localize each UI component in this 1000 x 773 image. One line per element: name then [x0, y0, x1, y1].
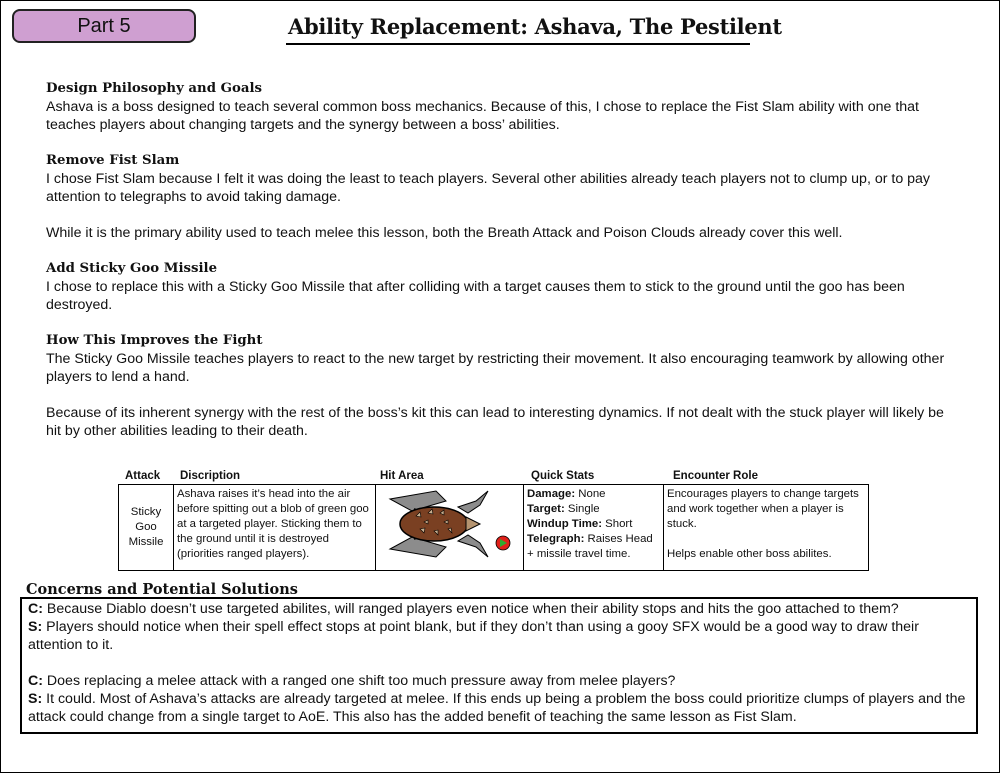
stat-telegraph: Telegraph: Raises Head + missile travel time. — [527, 533, 653, 560]
stat-target: Target: Single — [527, 503, 600, 515]
role-line: Encourages players to change targets and work together when a player is stuck. — [667, 488, 859, 530]
boss-horn — [458, 535, 488, 557]
part-label: Part 5 — [77, 14, 131, 37]
attack-description: Ashava raises it’s head into the air before spitting out a blob of green goo at a targeted player. Sticking them to the ground until it is destroyed (priorities ranged players). — [177, 488, 369, 560]
boss-horn — [458, 491, 488, 513]
table-header-quick-stats: Quick Stats — [531, 470, 595, 482]
section-heading: Add Sticky Goo Missile — [46, 261, 218, 276]
section-heading: Remove Fist Slam — [46, 153, 180, 168]
table-row — [119, 485, 869, 571]
solution-item: S: Players should notice when their spell effect stops at point blank, but if they don’t than using a gooy SFX would be a good way to draw their attention to it. — [28, 619, 919, 653]
section-heading: How This Improves the Fight — [46, 333, 263, 348]
concerns-title: Concerns and Potential Solutions — [26, 581, 298, 598]
design-text — [46, 80, 946, 440]
concern-item: C: Because Diablo doesn’t use targeted abilites, will ranged players even notice when their ability stops and hits the goo attached to them? — [28, 601, 899, 617]
page-title: Ability Replacement: Ashava, The Pestilent — [288, 14, 782, 39]
solution-item: S: It could. Most of Ashava’s attacks are already targeted at melee. If this ends up being a problem the boss could prioritize clumps of players and the attack could change from a single target to AoE. This also has the added benefit of teaching the same lesson as Fist Slam. — [28, 691, 966, 725]
description-cell — [174, 485, 376, 571]
table-header-attack: Attack — [125, 470, 161, 482]
concern-item: C: Does replacing a melee attack with a ranged one shift too much pressure away from melee players? — [28, 673, 676, 689]
stat-damage: Damage: None — [527, 488, 606, 500]
encounter-role-cell — [664, 485, 869, 571]
hit-area-cell — [376, 485, 524, 571]
boss-head — [466, 517, 480, 531]
stat-windup: Windup Time: Short — [527, 518, 633, 530]
section-paragraph: I chose Fist Slam because I felt it was doing the least to teach players. Several other abilities already teach players not to clump up, or to pay attention to telegraphs to avoid taking damage. — [46, 171, 931, 205]
attack-name: Sticky Goo Missile — [128, 506, 164, 548]
title-underline — [286, 43, 750, 45]
section-paragraph: The Sticky Goo Missile teaches players to react to the new target by restricting their movement. It also encouraging teamwork by allowing other players to lend a hand. — [46, 351, 945, 385]
section-paragraph: Because of its inherent synergy with the rest of the boss’s kit this can lead to interesting dynamics. If not dealt with the stuck player will likely be hit by other abilities leading to their death. — [46, 405, 944, 439]
section-paragraph: Ashava is a boss designed to teach several common boss mechanics. Because of this, I chose to replace the Fist Slam ability with one that teaches players about changing targets and the synergy between a boss’ abilities. — [46, 99, 919, 133]
quick-stats-cell — [524, 485, 664, 571]
section-paragraph: I chose to replace this with a Sticky Goo Missile that after colliding with a target causes them to stick to the ground until the goo has been destroyed. — [46, 279, 905, 313]
role-line: Helps enable other boss abilites. — [667, 548, 832, 560]
section-heading: Design Philosophy and Goals — [46, 81, 263, 96]
table-header-description: Discription — [180, 470, 241, 482]
table-header-hit-area: Hit Area — [380, 470, 424, 482]
attack-name-cell — [119, 485, 174, 571]
section-paragraph: While it is the primary ability used to teach melee this lesson, both the Breath Attack and Poison Clouds already cover this well. — [46, 225, 843, 241]
ability-table — [118, 484, 869, 571]
hit-area-diagram — [376, 485, 523, 565]
part-label-tab — [12, 9, 196, 43]
boss-body — [400, 507, 468, 541]
table-header-encounter-role: Encounter Role — [673, 470, 758, 482]
concerns-box — [20, 597, 978, 734]
